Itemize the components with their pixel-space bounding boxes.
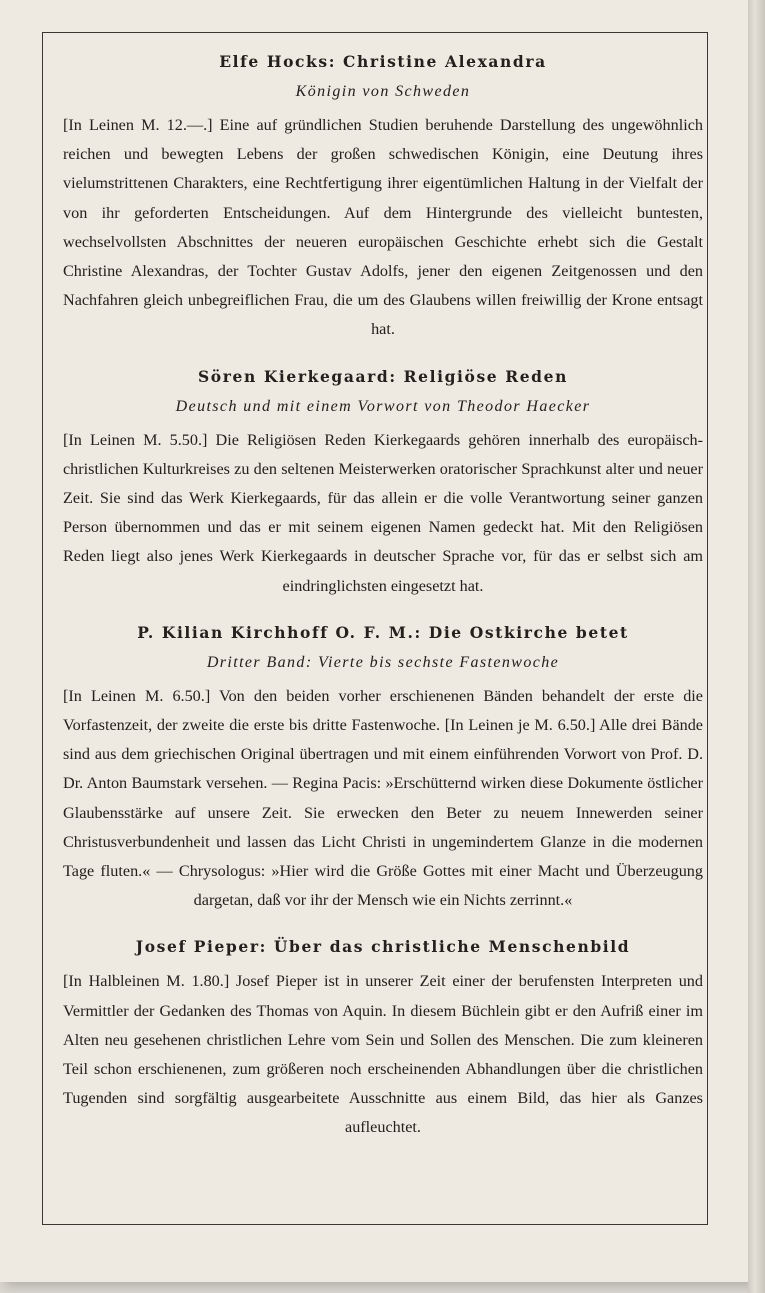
book-entry-ostkirche-betet <box>63 623 703 916</box>
book-description: [In Leinen M. 12.—.] Eine auf gründlichen Studien beruhende Darstellung des ungewöhnlich reichen und bewegten Lebens der großen schwedischen Königin, eine Deutung ihres vielumstrittenen Charakters, eine Rechtfertigung ihrer eigentümlichen Haltung in der Vielfalt der von ihr geforderten Entscheidungen. Auf dem Hintergrunde des vielleicht buntesten, wechselvollsten Abschnittes der neueren europäischen Geschichte erhebt sich die Gestalt Christine Alexandras, der Tochter Gustav Adolfs, jener den eigenen Zeitgenossen und den Nachfahren gleich unbegreiflichen Frau, die um des Glaubens willen freiwillig der Krone entsagt hat. <box>63 116 703 339</box>
book-subtitle: Deutsch und mit einem Vorwort von Theodor Haecker <box>175 397 591 415</box>
book-title: Josef Pieper: Über das christliche Menschenbild <box>135 937 631 957</box>
book-subtitle: Dritter Band: Vierte bis sechste Fastenwoche <box>206 653 560 671</box>
book-description: [In Halbleinen M. 1.80.] Josef Pieper ist in unserer Zeit einer der berufensten Interpreten und Vermittler der Gedanken des Thomas von Aquin. In diesem Büchlein gibt er den Aufriß einer im Alten neu gesehenen christlichen Lehre vom Sein und Sollen des Menschen. Die zum kleineren Teil schon erschienenen, zum größeren noch erscheinenden Abhandlungen über die christlichen Tugenden sind sorgfältig ausgearbeitete Ausschnitte aus einem Bild, das hier als Ganzes aufleuchtet. <box>63 972 703 1137</box>
catalog-content <box>63 44 703 1165</box>
book-entry-religioese-reden <box>63 367 703 601</box>
book-subtitle: Königin von Schweden <box>295 83 471 100</box>
book-entry-christine-alexandra <box>63 52 703 345</box>
book-description: [In Leinen M. 6.50.] Von den beiden vorher erschienenen Bänden behandelt der erste die Vorfastenzeit, der zweite die erste bis dritte Fastenwoche. [In Leinen je M. 6.50.] Alle drei Bände sind aus dem griechischen Original übertragen und mit einem einführenden Vorwort von Prof. D. Dr. Anton Baumstark versehen. — Regina Pacis: »Erschütternd wirken diese Dokumente östlicher Glaubensstärke auf unsere Zeit. Sie erwecken den Beter zu neuem Innewerden seiner Christusverbundenheit und lassen das Licht Christi in ungemindertem Glanze in die modernen Tage fluten.« — Chrysologus: »Hier wird die Größe Gottes mit einer Macht und Überzeugung dargetan, daß vor ihr der Mensch wie ein Nichts zerrinnt.« <box>63 686 703 910</box>
book-title: Sören Kierkegaard: Religiöse Reden <box>198 366 568 386</box>
book-description: [In Leinen M. 5.50.] Die Religiösen Reden Kierkegaards gehören innerhalb des europäisch-christlichen Kulturkreises zu den seltenen Meisterwerken oratorischer Sprachkunst alter und neuer Zeit. Sie sind das Werk Kierkegaards, für das allein er die volle Verantwortung seiner ganzen Person übernommen und das er mit seinem eigenen Namen gedeckt hat. Mit den Religiösen Reden liegt also jenes Werk Kierkegaards in deutscher Sprache vor, für das er selbst sich am eindringlichsten eingesetzt hat. <box>63 430 703 595</box>
page-edge-shadow <box>748 0 765 1293</box>
book-title: P. Kilian Kirchhoff O. F. M.: Die Ostkirche betet <box>137 622 629 642</box>
book-title: Elfe Hocks: Christine Alexandra <box>219 52 547 71</box>
book-entry-menschenbild <box>63 937 703 1142</box>
